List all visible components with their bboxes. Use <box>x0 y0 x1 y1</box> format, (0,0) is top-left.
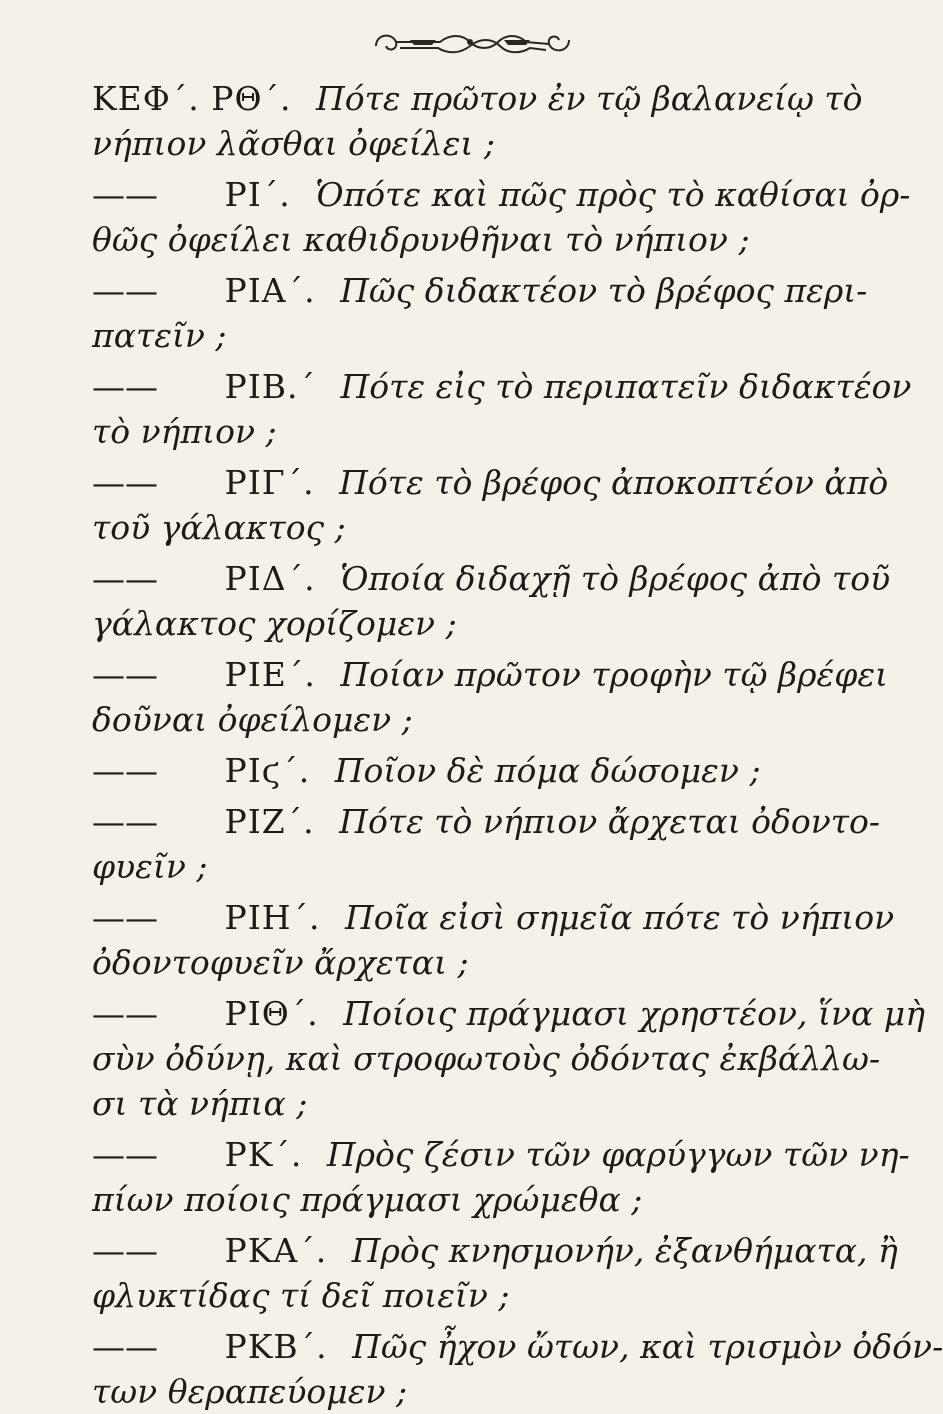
chapter-number: ΡΙ΄. <box>224 175 291 214</box>
question-text: Πρὸς κνησμονήν, ἐξανθήματα, ἢ <box>351 1231 898 1270</box>
question-text: Πρὸς ζέσιν τῶν φαρύγγων τῶν νη- <box>326 1135 910 1174</box>
chapter-number: ΡΚ΄. <box>224 1135 303 1174</box>
question-text-continued: φλυκτίδας τί δεῖ ποιεῖν ; <box>92 1276 510 1315</box>
chapter-number: ΡΙΓ΄. <box>224 463 315 502</box>
question-text: Ποῖον δὲ πόμα δώσομεν ; <box>334 751 761 790</box>
chapter-number: ΡΙΘ΄. <box>224 994 319 1033</box>
question-text-continued: θῶς ὀφείλει καθιδρυνθῆναι τὸ νήπιον ; <box>92 220 750 259</box>
table-of-contents-list <box>92 76 943 1414</box>
question-text-continued: των θεραπεύομεν ; <box>92 1372 408 1411</box>
entry-dash: —— <box>92 1135 158 1174</box>
entry-dash: —— <box>92 655 158 694</box>
list-item <box>92 1228 898 1318</box>
list-item <box>92 268 868 358</box>
question-text: Πότε τὸ βρέφος ἀποκοπτέον ἀπὸ <box>339 463 889 502</box>
chapter-number: ΡΙΑ΄. <box>224 271 316 310</box>
question-text: Ὁπότε καὶ πῶς πρὸς τὸ καθίσαι ὀρ- <box>315 175 911 214</box>
entry-dash: —— <box>92 1231 158 1270</box>
entry-dash: —— <box>92 994 158 1033</box>
question-text-continued: σὺν ὀδύνῃ, καὶ στροφωτοὺς ὀδόντας ἐκβάλλω- <box>92 1039 881 1078</box>
chapter-number: ΡΙΔ΄. <box>224 559 316 598</box>
list-item <box>92 652 888 742</box>
question-text-continued: δοῦναι ὀφείλομεν ; <box>92 700 413 739</box>
question-text: Πότε πρῶτον ἐν τῷ βαλανείῳ τὸ <box>316 79 863 118</box>
entry-dash: —— <box>92 271 158 310</box>
question-text: Ποῖα εἰσὶ σημεῖα πότε τὸ νήπιον <box>345 898 895 937</box>
list-item <box>92 895 895 985</box>
entry-dash: —— <box>92 1327 158 1366</box>
chapter-number: ΚΕΦ΄. ΡΘ΄. <box>92 79 292 118</box>
list-item <box>92 460 889 550</box>
list-item <box>92 172 911 262</box>
entry-dash: —— <box>92 898 158 937</box>
question-text-continued: φυεῖν ; <box>92 847 208 886</box>
question-text-continued: τὸ νήπιον ; <box>92 412 277 451</box>
question-text-continued: πίων ποίοις πράγμασι χρώμεθα ; <box>92 1180 643 1219</box>
chapter-number: ΡΙΕ΄. <box>224 655 316 694</box>
question-text: Πότε εἰς τὸ περιπατεῖν διδακτέον <box>340 367 912 406</box>
chapter-number: ΡΚΒ΄. <box>224 1327 328 1366</box>
entry-dash: —— <box>92 802 158 841</box>
entry-dash: —— <box>92 559 158 598</box>
entry-dash: —— <box>92 175 158 214</box>
question-text: Ποίοις πράγμασι χρηστέον, ἵνα μὴ <box>343 994 926 1033</box>
list-item <box>92 1324 943 1414</box>
list-item <box>92 748 762 793</box>
chapter-number: ΡΙΖ΄. <box>224 802 315 841</box>
list-item <box>92 76 863 166</box>
decorative-scroll-ornament-icon <box>370 28 575 58</box>
entry-dash: —— <box>92 463 158 502</box>
list-item <box>92 991 926 1126</box>
chapter-number: ΡΚΑ΄. <box>224 1231 328 1270</box>
list-item <box>92 364 912 454</box>
question-text-continued: ὀδοντοφυεῖν ἄρχεται ; <box>92 943 469 982</box>
entry-dash: —— <box>92 367 158 406</box>
question-text: Πῶς ἦχον ὤτων, καὶ τρισμὸν ὀδόν- <box>352 1327 943 1366</box>
question-text-continued: τοῦ γάλακτος ; <box>92 508 346 547</box>
entry-dash: —— <box>92 751 158 790</box>
list-item <box>92 1132 910 1222</box>
question-text-continued: νήπιον λᾶσθαι ὀφείλει ; <box>92 124 495 163</box>
question-text-continued: πατεῖν ; <box>92 316 227 355</box>
chapter-number: ΡΙΒ.΄ <box>224 367 316 406</box>
list-item <box>92 556 891 646</box>
list-item <box>92 799 881 889</box>
question-text: Ποίαν πρῶτον τροφὴν τῷ βρέφει <box>340 655 888 694</box>
question-text: Πότε τὸ νήπιον ἄρχεται ὀδοντο- <box>339 802 881 841</box>
question-text-continued: σι τὰ νήπια ; <box>92 1084 308 1123</box>
chapter-number: ΡΙΗ΄. <box>224 898 321 937</box>
chapter-number: ΡΙϛ΄. <box>224 751 311 790</box>
question-text: Ὁποία διδαχῇ τὸ βρέφος ἀπὸ τοῦ <box>340 559 891 598</box>
question-text: Πῶς διδακτέον τὸ βρέφος περι- <box>340 271 868 310</box>
question-text-continued: γάλακτος χορίζομεν ; <box>92 604 457 643</box>
